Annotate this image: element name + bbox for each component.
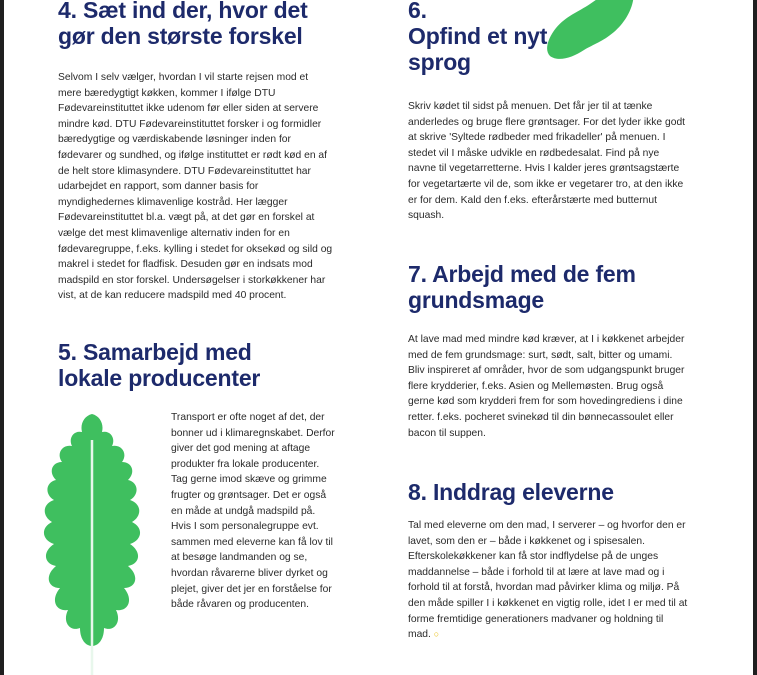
- end-mark-icon: ○: [433, 629, 440, 640]
- section-8-body-text: Tal med eleverne om den mad, I serverer – og hvorfor den er lavet, som den er – både i køkkenet og i spisesalen. Efterskolekøkkener kan få stor indflydelse på de unges maddannelse – både i forhold til at lære at lave mad og i forhold til at forstå, hvordan mad påvirker klima og miljø. På den måde spiller I i køkkenet en vigtig rolle, idet I er med til at forme fremtidige generationers madvaner og holdning til mad.: [408, 520, 688, 641]
- section-5-heading: 5. Samarbejd med lokale producenter: [58, 339, 261, 391]
- section-6-body: Skriv kødet til sidst på menuen. Det får jer til at tænke anderledes og bruge flere grøntsager. For det lyder ikke godt at skrive 'Syltede rødbeder med frikadeller' på menuen. I stedet vil I måske udvikle en rødbedesalat. Find på nye navne til vegetarretterne. Hvis I kalder jeres grøntsagstærte for vegetartærte vil de, som ikke er vegetarer tro, at den ikke er for dem. Kald den f.eks. efterårstærte med butternut squash.: [408, 101, 686, 222]
- oak-leaf-illustration: [30, 410, 155, 675]
- section-7-body: At lave mad med mindre kød kræver, at I i køkkenet arbejder med de fem grundsmage: surt, sødt, salt, bitter og umami. Bliv inspireret af områder, hvor de som udgangspunkt bruger flere krydderier, f.eks. Asien og Mellemøsten. Brug også gerne kød som krydderi frem for som hovedingrediens i dine retter. f.eks. pocheret svinekød til din bønnecassoulet eller bacon til suppen.: [408, 334, 685, 439]
- section-8-heading: 8. Inddrag eleverne: [408, 479, 614, 505]
- section-5-body: Transport er ofte noget af det, der bonner ud i klimaregnskabet. Derfor giver det god mening at aftage produkter fra lokale producenter. Tag gerne imod skæve og grimme frugter og grøntsager. Det er også en måde at undgå madspild på. Hvis I som personalegruppe evt. sammen med eleverne kan få lov til at besøge landmanden og se, hvordan råvarerne bliver dyrket og plejet, giver det jer en forståelse for både råvaren og producenten.: [171, 412, 335, 611]
- page-edge-shadow: [753, 0, 757, 675]
- section-8-body: [408, 518, 688, 643]
- section-4-body: Selvom I selv vælger, hvordan I vil starte rejsen mod et mere bæredygtigt køkken, kommer I ifølge DTU Fødevareinstituttet ikke udenom før eller siden at servere mindre kød. DTU Fødevareinstituttet forsker i og formidler bæredygtige og værdiskabende løsninger inden for fødevarer og sundhed, og ifølge instituttet er rødt kød en af de helt store klimasyndere. DTU Fødevareinstituttet har udarbejdet en rapport, som danner basis for myndighedernes klimavenlige kostråd. Her lægger Fødevareinstituttet bl.a. vægt på, at det gør en forskel at vælge det mest klimavenlige alternativ inden for en fødevaregruppe, f.eks. kylling i stedet for oksekød og sild og makrel i stedet for fladfisk. Desuden gør en indsats mod madspild en stor forskel. Undersøgelser i storkøkkener har vist, at de kan reducere madspild med 40 procent.: [58, 72, 333, 302]
- section-6-number: 6.: [408, 0, 427, 23]
- section-6-heading: Opfind et nyt sprog: [408, 23, 548, 75]
- section-7-heading: 7. Arbejd med de fem grundsmage: [408, 261, 636, 313]
- document-page: [4, 0, 753, 675]
- section-4-heading: 4. Sæt ind der, hvor det gør den største forskel: [58, 0, 308, 49]
